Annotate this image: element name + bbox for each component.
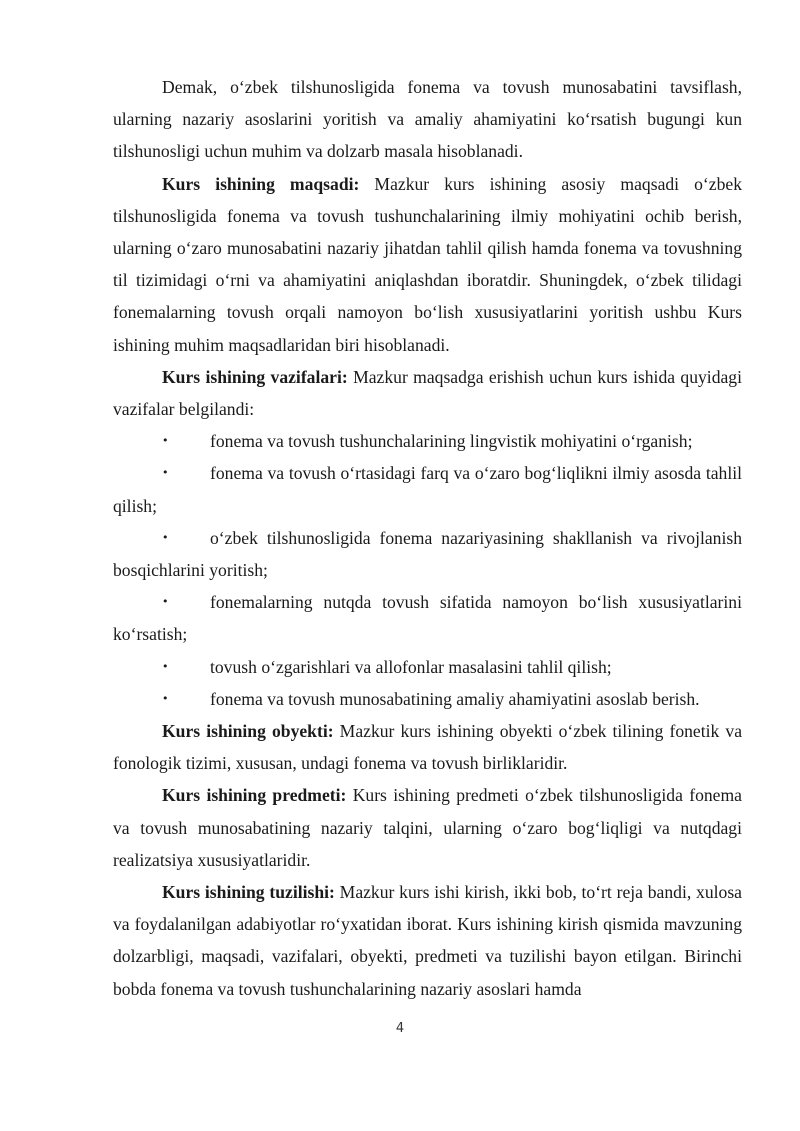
list-item-text: fonema va tovush tushunchalarining lingvistik mohiyatini o‘rganish; — [210, 431, 693, 452]
subject-text: Kurs ishining predmeti o‘zbek tilshunosligida fonema va tovush munosabatining nazariy talqini, ularning o‘zaro bog‘liqligi va nutqdagi realizatsiya xususiyatlaridir. — [113, 785, 742, 870]
list-item-text: fonemalarning nutqda tovush sifatida namoyon bo‘lish xususiyatlarini ko‘rsatish; — [113, 592, 742, 645]
goal-text: Mazkur kurs ishining asosiy maqsadi o‘zbek tilshunosligida fonema va tovush tushunchalarining ilmiy mohiyatini ochib berish, ularning o‘zaro munosabatini nazariy jihatdan tahlil qilish hamda fonema va tovushning til tizimidagi o‘rni va ahamiyatini aniqlashdan iboratdir. Shuningdek, o‘zbek tilidagi fonemalarning tovush orqali namoyon bo‘lish xususiyatlarini yoritish ushbu Kurs ishining muhim maqsadlaridan biri hisoblanadi. — [113, 173, 743, 355]
page-number: 4 — [395, 1021, 405, 1036]
tasks-text: Mazkur maqsadga erishish uchun kurs ishida quyidagi vazifalar belgilandi: — [113, 366, 742, 420]
object-paragraph — [113, 715, 742, 779]
bullet-icon: • — [162, 466, 169, 480]
tasks-paragraph — [113, 361, 742, 425]
object-heading: Kurs ishining obyekti: — [162, 721, 334, 742]
list-item-text: o‘zbek tilshunosligida fonema nazariyasining shakllanish va rivojlanish bosqichlarini yoritish; — [113, 527, 742, 581]
tasks-list — [113, 425, 742, 715]
structure-heading: Kurs ishining tuzilishi: — [162, 882, 335, 903]
list-item — [113, 683, 742, 715]
list-item-text: fonema va tovush o‘rtasidagi farq va o‘zaro bog‘liqlikni ilmiy asosda tahlil qilish; — [113, 463, 742, 516]
tasks-heading: Kurs ishining vazifalari: — [162, 366, 348, 387]
list-item — [113, 425, 742, 457]
list-item — [113, 651, 742, 683]
structure-text: Mazkur kurs ishi kirish, ikki bob, to‘rt reja bandi, xulosa va foydalanilgan adabiyotlar ro‘yxatidan iborat. Kurs ishining kirish qismida mavzuning dolzarbligi, maqsadi, vazifalari, obyekti, predmeti va tuzilishi bayon etilgan. Birinchi bobda fonema va tovush tushunchalarining nazariy asoslari hamda — [113, 882, 742, 999]
subject-paragraph — [113, 779, 742, 876]
bullet-icon: • — [162, 595, 169, 609]
bullet-icon: • — [162, 691, 169, 705]
goal-paragraph — [113, 168, 742, 361]
list-item-text: tovush o‘zgarishlari va allofonlar masalasini tahlil qilish; — [210, 656, 612, 677]
list-item — [113, 586, 742, 650]
goal-heading: Kurs ishining maqsadi: — [162, 173, 360, 194]
list-item — [113, 522, 742, 586]
object-text: Mazkur kurs ishining obyekti o‘zbek tilining fonetik va fonologik tizimi, xususan, undagi fonema va tovush birliklaridir. — [113, 721, 743, 774]
bullet-icon: • — [162, 659, 169, 673]
bullet-icon: • — [162, 434, 169, 448]
subject-heading: Kurs ishining predmeti: — [162, 785, 347, 806]
list-item-text: fonema va tovush munosabatining amaliy ahamiyatini asoslab berish. — [210, 688, 700, 709]
list-item — [113, 457, 742, 521]
bullet-icon: • — [162, 530, 169, 544]
structure-paragraph — [113, 876, 742, 1005]
document-page — [113, 71, 742, 1005]
intro-paragraph: Demak, o‘zbek tilshunosligida fonema va tovush munosabatini tavsiflash, ularning nazariy asoslarini yoritish va amaliy ahamiyatini ko‘rsatish bugungi kun tilshunosligi uchun muhim va dolzarb masala hisoblanadi. — [113, 77, 742, 162]
